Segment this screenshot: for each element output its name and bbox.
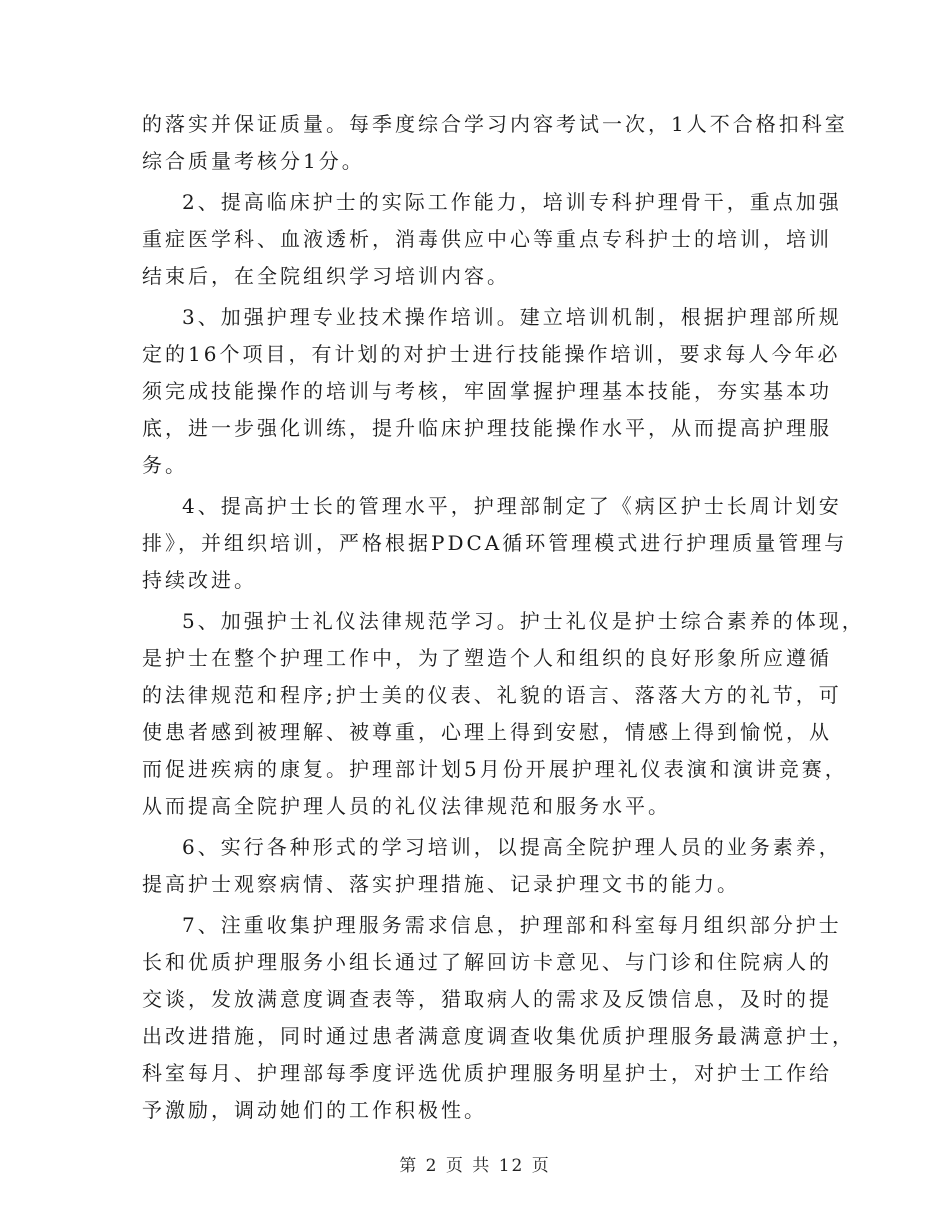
text-line: 2、提高临床护士的实际工作能力，培训专科护理骨干，重点加强 — [182, 190, 842, 214]
paragraph-4 — [142, 488, 848, 599]
text-line: 排》，并组织培训，严格根据PDCA循环管理模式进行护理质量管理与 — [142, 531, 848, 555]
text-line: 5、加强护士礼仪法律规范学习。护士礼仪是护士综合素养的体现， — [182, 609, 865, 633]
page-number-footer: 第 2 页 共 12 页 — [399, 1156, 551, 1176]
text-line: 的法律规范和程序;护士美的仪表、礼貌的语言、落落大方的礼节，可 — [142, 683, 842, 707]
paragraph-2 — [142, 184, 842, 295]
text-line: 结束后，在全院组织学习培训内容。 — [142, 264, 510, 288]
paragraph-6 — [142, 829, 842, 903]
text-line: 底，进一步强化训练，提升临床护理技能操作水平，从而提高护理服 — [142, 416, 832, 440]
text-line: 6、实行各种形式的学习培训，以提高全院护理人员的业务素养， — [182, 835, 842, 859]
text-line: 从而提高全院护理人员的礼仪法律规范和服务水平。 — [142, 794, 671, 818]
text-line: 而促进疾病的康复。护理部计划5月份开展护理礼仪表演和演讲竞赛， — [142, 757, 848, 781]
text-line: 定的16个项目，有计划的对护士进行技能操作培训，要求每人今年必 — [142, 342, 841, 366]
text-line: 3、加强护理专业技术操作培训。建立培训机制，根据护理部所规 — [182, 305, 842, 329]
text-line: 是护士在整个护理工作中，为了塑造个人和组织的良好形象所应遵循 — [142, 646, 832, 670]
paragraph-1 — [142, 106, 848, 180]
paragraph-7 — [142, 907, 855, 1129]
text-line: 出改进措施，同时通过患者满意度调查收集优质护理服务最满意护士， — [142, 1024, 855, 1048]
text-line: 科室每月、护理部每季度评选优质护理服务明星护士，对护士工作给 — [142, 1061, 832, 1085]
text-line: 4、提高护士长的管理水平，护理部制定了《病区护士长周计划安 — [182, 494, 842, 518]
text-line: 须完成技能操作的培训与考核，牢固掌握护理基本技能，夯实基本功 — [142, 379, 832, 403]
document-body — [142, 106, 865, 1133]
paragraph-3 — [142, 299, 842, 484]
paragraph-5 — [142, 603, 865, 825]
text-line: 使患者感到被理解、被尊重，心理上得到安慰，情感上得到愉悦，从 — [142, 720, 832, 744]
text-line: 7、注重收集护理服务需求信息，护理部和科室每月组织部分护士 — [182, 913, 842, 937]
text-line: 综合质量考核分1分。 — [142, 149, 365, 173]
text-line: 持续改进。 — [142, 568, 257, 592]
text-line: 重症医学科、血液透析，消毒供应中心等重点专科护士的培训，培训 — [142, 227, 832, 251]
text-line: 务。 — [142, 453, 188, 477]
text-line: 长和优质护理服务小组长通过了解回访卡意见、与门诊和住院病人的 — [142, 950, 832, 974]
text-line: 提高护士观察病情、落实护理措施、记录护理文书的能力。 — [142, 872, 740, 896]
text-line: 交谈，发放满意度调查表等，猎取病人的需求及反馈信息，及时的提 — [142, 987, 832, 1011]
text-line: 予激励，调动她们的工作积极性。 — [142, 1098, 487, 1122]
text-line: 的落实并保证质量。每季度综合学习内容考试一次，1人不合格扣科室 — [142, 112, 848, 136]
